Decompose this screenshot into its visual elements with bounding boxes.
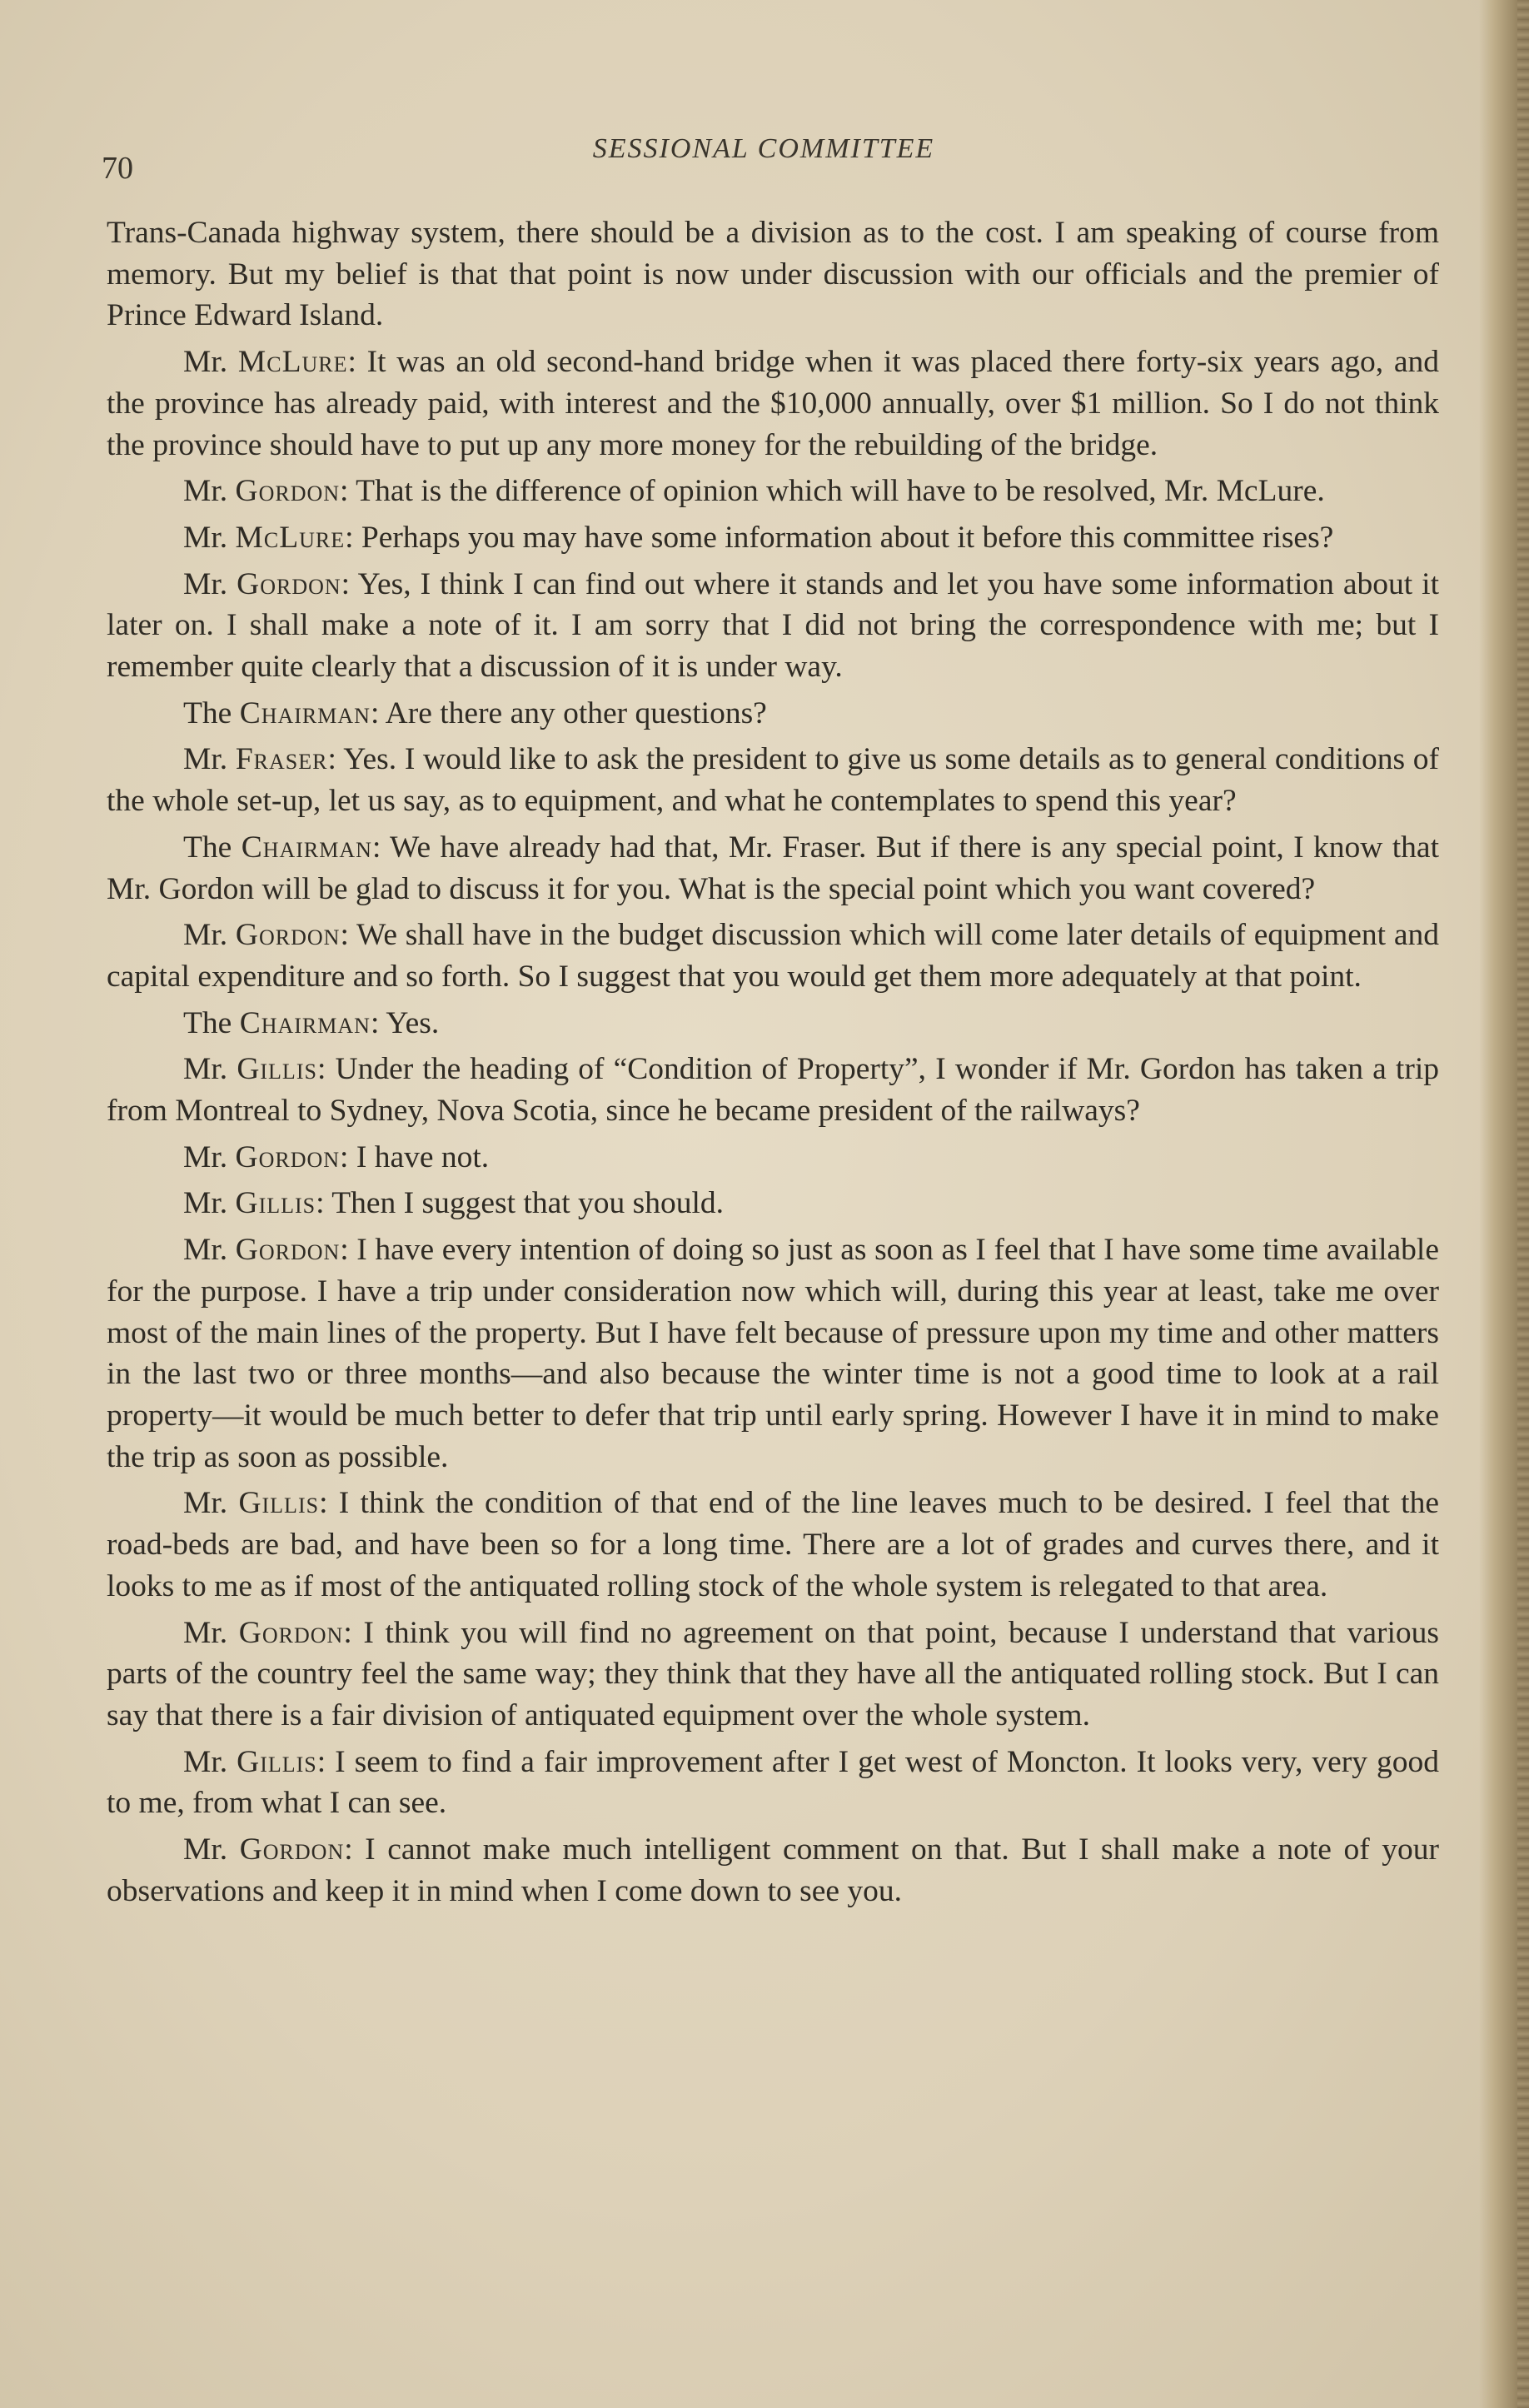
speaker-name: Gordon <box>235 474 341 509</box>
speaker-title: Mr. <box>183 1186 236 1221</box>
transcript-paragraph <box>107 1003 1439 1044</box>
speaker-name: Chairman <box>239 1005 371 1040</box>
transcript-body <box>107 212 1439 1917</box>
speech-text: : Yes. <box>370 1005 440 1040</box>
book-spine-edge <box>1517 0 1529 2408</box>
speaker-title: Mr. <box>183 1615 239 1650</box>
transcript-paragraph <box>107 342 1439 466</box>
speech-text: : Then I suggest that you should. <box>316 1186 725 1221</box>
transcript-paragraph <box>107 517 1439 559</box>
transcript-paragraph <box>107 212 1439 337</box>
speaker-name: Gordon <box>237 566 341 601</box>
speaker-title: Mr. <box>183 1744 237 1779</box>
speaker-title: Mr. <box>183 1486 239 1521</box>
speaker-title: The <box>183 695 240 730</box>
transcript-paragraph <box>107 1742 1439 1824</box>
speech-text: : I seem to find a fair improvement after I get west of Moncton. It looks very, very good to me, from what I can see. <box>107 1744 1440 1821</box>
speaker-name: Gordon <box>235 1233 341 1268</box>
speaker-name: Chairman <box>241 830 372 865</box>
speaker-title: Mr. <box>183 474 236 509</box>
page-header <box>102 133 1426 192</box>
transcript-paragraph <box>107 1049 1439 1131</box>
transcript-paragraph <box>107 1229 1439 1478</box>
page-number: 70 <box>102 151 133 186</box>
transcript-paragraph <box>107 915 1439 997</box>
speaker-name: Gordon <box>239 1832 345 1867</box>
speaker-name: McLure <box>235 520 346 555</box>
transcript-paragraph <box>107 471 1439 512</box>
speaker-name: Gillis <box>235 1186 316 1221</box>
transcript-paragraph <box>107 1483 1439 1607</box>
speech-text: Trans-Canada highway system, there should be a division as to the cost. I am speaking of course from memory. But my belief is that that point is now under discussion with our officials and the premier of Prince Edward Island. <box>107 216 1439 333</box>
speaker-title: Mr. <box>183 1233 236 1268</box>
speech-text: : Perhaps you may have some information about it before this committee rises? <box>345 520 1334 555</box>
transcript-paragraph <box>107 693 1439 735</box>
speaker-name: Gillis <box>237 1744 317 1779</box>
speech-text: : Yes. I would like to ask the president to give us some details as to general conditions of the whole set-up, let us say, as to equipment, and what he contemplates to spend this year? <box>107 742 1439 819</box>
speech-text: : Under the heading of “Condition of Property”, I wonder if Mr. Gordon has taken a trip from Montreal to Sydney, Nova Scotia, since he became president of the railways? <box>107 1052 1440 1129</box>
speaker-title: The <box>183 830 242 865</box>
speaker-title: The <box>183 1005 240 1040</box>
speaker-title: Mr. <box>183 742 236 777</box>
speaker-title: Mr. <box>183 1832 240 1867</box>
transcript-paragraph <box>107 827 1439 910</box>
speech-text: : It was an old second-hand bridge when it was placed there forty-six years ago, and the province has already paid, with interest and the $10,000 annually, over $1 million. So I do not think the province should have to put up any more money for the rebuilding of the bridge. <box>107 345 1439 462</box>
speaker-title: Mr. <box>183 1139 236 1174</box>
speaker-name: Gordon <box>235 918 341 953</box>
speaker-title: Mr. <box>183 566 237 601</box>
speaker-title: Mr. <box>183 1052 237 1087</box>
speech-text: : We have already had that, Mr. Fraser. But if there is any special point, I know that Mr. Gordon will be glad to discuss it for you. What is the special point which you want covered? <box>107 830 1439 906</box>
speaker-name: Fraser <box>235 742 328 777</box>
speech-text: : I cannot make much intelligent comment on that. But I shall make a note of your observations and keep it in mind when I come down to see you. <box>107 1832 1439 1908</box>
speaker-name: Gillis <box>237 1052 317 1087</box>
transcript-paragraph <box>107 1183 1439 1224</box>
running-head: SESSIONAL COMMITTEE <box>592 133 935 164</box>
speech-text: : That is the difference of opinion which will have to be resolved, Mr. McLure. <box>340 474 1325 509</box>
speaker-name: Gillis <box>238 1486 320 1521</box>
transcript-paragraph <box>107 739 1439 821</box>
transcript-paragraph <box>107 1829 1439 1912</box>
speaker-title: Mr. <box>183 918 236 953</box>
speech-text: : I think you will find no agreement on that point, because I understand that various parts of the country feel the same way; they think that they have all the antiquated rolling stock. But I can say that there is a fair division of antiquated equipment over the whole system. <box>107 1615 1439 1732</box>
speech-text: : I have not. <box>340 1139 490 1174</box>
speaker-name: McLure <box>237 345 348 380</box>
speech-text: : We shall have in the budget discussion which will come later details of equipment and capital expenditure and so forth. So I suggest that you would get them more adequately at that point. <box>107 918 1439 994</box>
transcript-paragraph <box>107 1613 1439 1737</box>
transcript-paragraph <box>107 564 1439 688</box>
speech-text: : Are there any other questions? <box>370 695 767 730</box>
speech-text: : I think the condition of that end of the line leaves much to be desired. I feel that the road-beds are bad, and have been so for a long time. There are a lot of grades and curves there, and it looks to me as if most of the antiquated rolling stock of the whole system is relegated to that area. <box>107 1486 1439 1603</box>
speech-text: : Yes, I think I can find out where it stands and let you have some information about it later on. I shall make a note of it. I am sorry that I did not bring the correspondence with me; but I remember quite clearly that a discussion of it is under way. <box>107 566 1439 685</box>
speaker-title: Mr. <box>183 520 236 555</box>
speaker-title: Mr. <box>183 345 238 380</box>
speaker-name: Chairman <box>239 695 371 730</box>
speech-text: : I have every intention of doing so just as soon as I feel that I have some time available for the purpose. I have a trip under consideration now which will, during this year at least, take me over most of the main lines of the property. But I have felt because of pressure upon my time and other matters in the last two or three months—and also because the winter time is not a good time to look at a rail property—it would be much better to defer that trip until early spring. However I have it in mind to make the trip as soon as possible. <box>107 1233 1439 1474</box>
speaker-name: Gordon <box>238 1615 344 1650</box>
speaker-name: Gordon <box>235 1139 341 1174</box>
transcript-paragraph <box>107 1137 1439 1179</box>
